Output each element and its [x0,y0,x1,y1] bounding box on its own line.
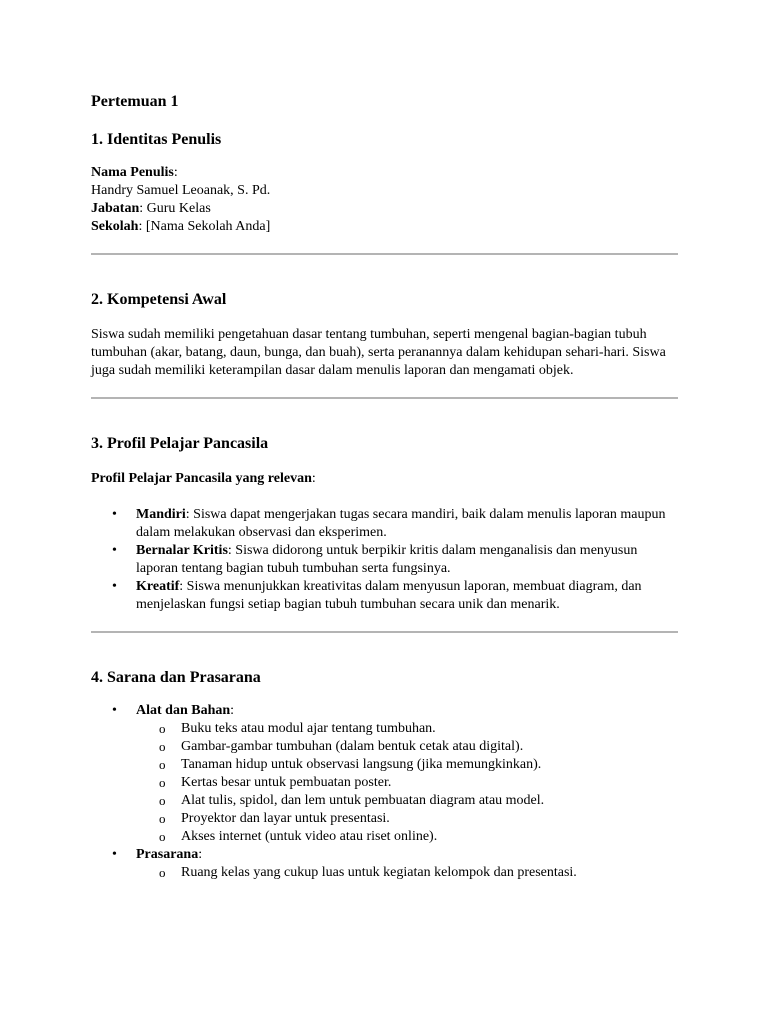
profil-item-mandiri: • Mandiri: Siswa dapat mengerjakan tugas secara mandiri, baik dalam menulis laporan maupun dalam melakukan observasi dan eksperimen. [136,506,678,542]
list-item: o Tanaman hidup untuk observasi langsung (jika memungkinkan). [181,756,678,774]
divider [91,253,678,255]
profil-list [91,506,678,614]
author-name-label: Nama Penulis [91,165,174,180]
list-item: o Kertas besar untuk pembuatan poster. [181,774,678,792]
page-title: Pertemuan 1 [91,93,179,110]
sarana-prasarana-label: Prasarana [136,847,199,862]
profil-item-text: Siswa didorong untuk berpikir kritis dalam menganalisis dan menyusun laporan tentang bagian tubuh tumbuhan serta fungsinya. [136,543,638,576]
profil-item-bernalar-kritis: • Bernalar Kritis: Siswa didorong untuk berpikir kritis dalam menganalisis dan menyusun laporan tentang bagian tubuh tumbuhan serta fungsinya. [136,542,678,578]
sarana-list [91,702,678,882]
section-heading-profil: 3. Profil Pelajar Pancasila [91,435,269,452]
prasarana-sublist [136,864,678,882]
author-school-value: [Nama Sekolah Anda] [145,219,271,234]
list-item: o Buku teks atau modul ajar tentang tumbuhan. [181,720,678,738]
profil-item-text: Siswa menunjukkan kreativitas dalam menyusun laporan, membuat diagram, dan menjelaskan fungsi setiap bagian tubuh tumbuhan secara unik dan menarik. [136,579,642,612]
list-item: o Alat tulis, spidol, dan lem untuk pembuatan diagram atau model. [181,792,678,810]
author-school-label: Sekolah [91,219,139,234]
list-item: o Proyektor dan layar untuk presentasi. [181,810,678,828]
profil-item-kreatif: • Kreatif: Siswa menunjukkan kreativitas dalam menyusun laporan, membuat diagram, dan menjelaskan fungsi setiap bagian tubuh tumbuhan secara unik dan menarik. [136,578,678,614]
author-name-label-line: Nama Penulis: [91,165,178,180]
section-heading-sarana: 4. Sarana dan Prasarana [91,669,261,686]
author-info [91,164,678,236]
section-heading-kompetensi: 2. Kompetensi Awal [91,291,227,308]
alat-sublist [136,720,678,846]
sarana-item-prasarana: • Prasarana: o Ruang kelas yang cukup luas untuk kegiatan kelompok dan presentasi. [136,846,678,882]
list-item: o Gambar-gambar tumbuhan (dalam bentuk cetak atau digital). [181,738,678,756]
divider [91,631,678,633]
profil-item-text: Siswa dapat mengerjakan tugas secara mandiri, baik dalam menulis laporan maupun dalam melakukan observasi dan eksperimen. [136,507,666,540]
divider [91,397,678,399]
section-heading-identitas: 1. Identitas Penulis [91,131,222,148]
profil-item-label: Bernalar Kritis [136,543,228,558]
author-name-value: Handry Samuel Leoanak, S. Pd. [91,183,271,198]
profil-item-label: Mandiri [136,507,186,522]
list-item: o Ruang kelas yang cukup luas untuk kegiatan kelompok dan presentasi. [181,864,678,882]
profil-intro: Profil Pelajar Pancasila yang relevan: [91,471,316,486]
profil-item-label: Kreatif [136,579,180,594]
author-school-line: Sekolah: [Nama Sekolah Anda] [91,219,271,234]
author-job-value: Guru Kelas [146,201,211,216]
profil-intro-label: Profil Pelajar Pancasila yang relevan [91,471,312,486]
sarana-item-alat: • Alat dan Bahan: o Buku teks atau modul ajar tentang tumbuhan. o Gambar-gambar tumbuhan (dalam bentuk cetak atau digital). o Tanaman hidup untuk observasi langsung (jika memungkinkan). o Kertas besar untuk pembuatan poster. o Alat tulis, spidol, dan lem untuk pembuatan diagram atau model. o Proyektor dan layar untuk presentasi. o Akses internet (untuk video atau riset online). [136,702,678,846]
author-job-line: Jabatan: Guru Kelas [91,201,211,216]
document-page [91,90,678,882]
author-job-label: Jabatan [91,201,140,216]
sarana-alat-label: Alat dan Bahan [136,703,231,718]
list-item: o Akses internet (untuk video atau riset online). [181,828,678,846]
kompetensi-paragraph: Siswa sudah memiliki pengetahuan dasar tentang tumbuhan, seperti mengenal bagian-bagian tubuh tumbuhan (akar, batang, daun, bunga, dan buah), serta peranannya dalam kehidupan sehari-hari. Siswa juga sudah memiliki keterampilan dasar dalam menulis laporan dan mengamati objek. [91,327,666,378]
